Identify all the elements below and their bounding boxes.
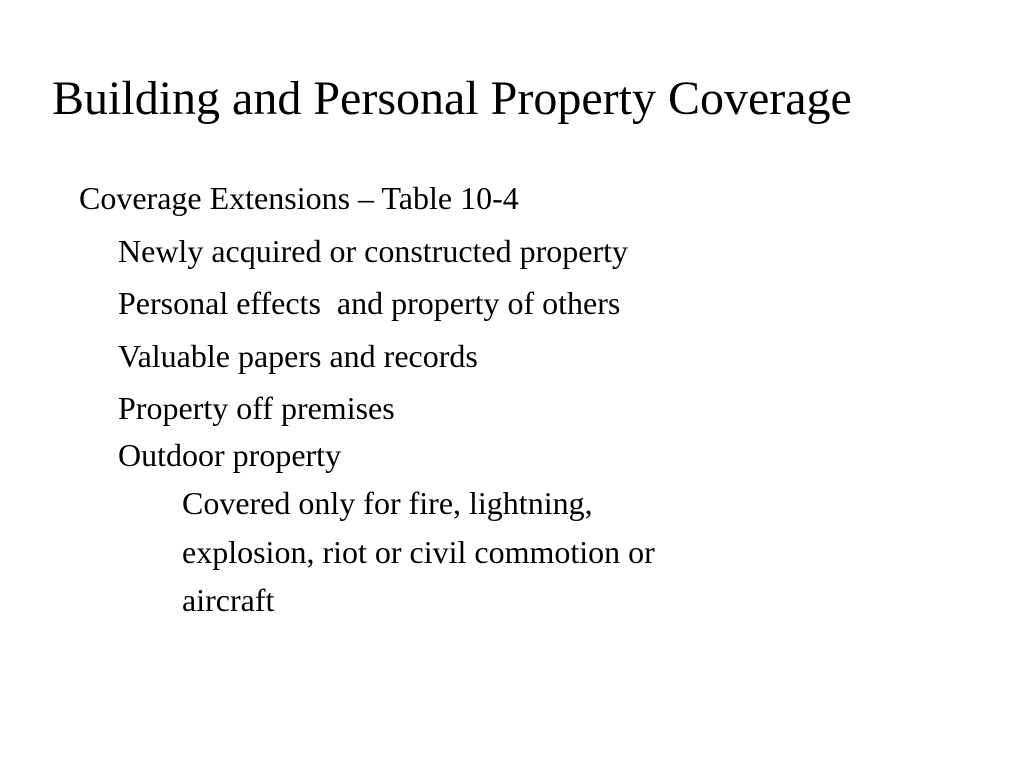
sub-item-line: Covered only for fire, lightning, — [182, 485, 593, 521]
sub-item-line: explosion, riot or civil commotion or — [182, 534, 655, 570]
coverage-extensions-heading: Coverage Extensions – Table 10-4 — [79, 180, 519, 216]
slide-title: Building and Personal Property Coverage — [52, 72, 852, 125]
list-item-newly-acquired: Newly acquired or constructed property — [118, 233, 629, 269]
list-item-valuable-papers: Valuable papers and records — [118, 338, 478, 374]
list-item-outdoor-property: Outdoor property — [118, 437, 342, 473]
list-item-personal-effects: Personal effects and property of others — [118, 285, 621, 321]
sub-item-line: aircraft — [182, 582, 275, 618]
list-item-property-off-premises: Property off premises — [118, 390, 395, 426]
